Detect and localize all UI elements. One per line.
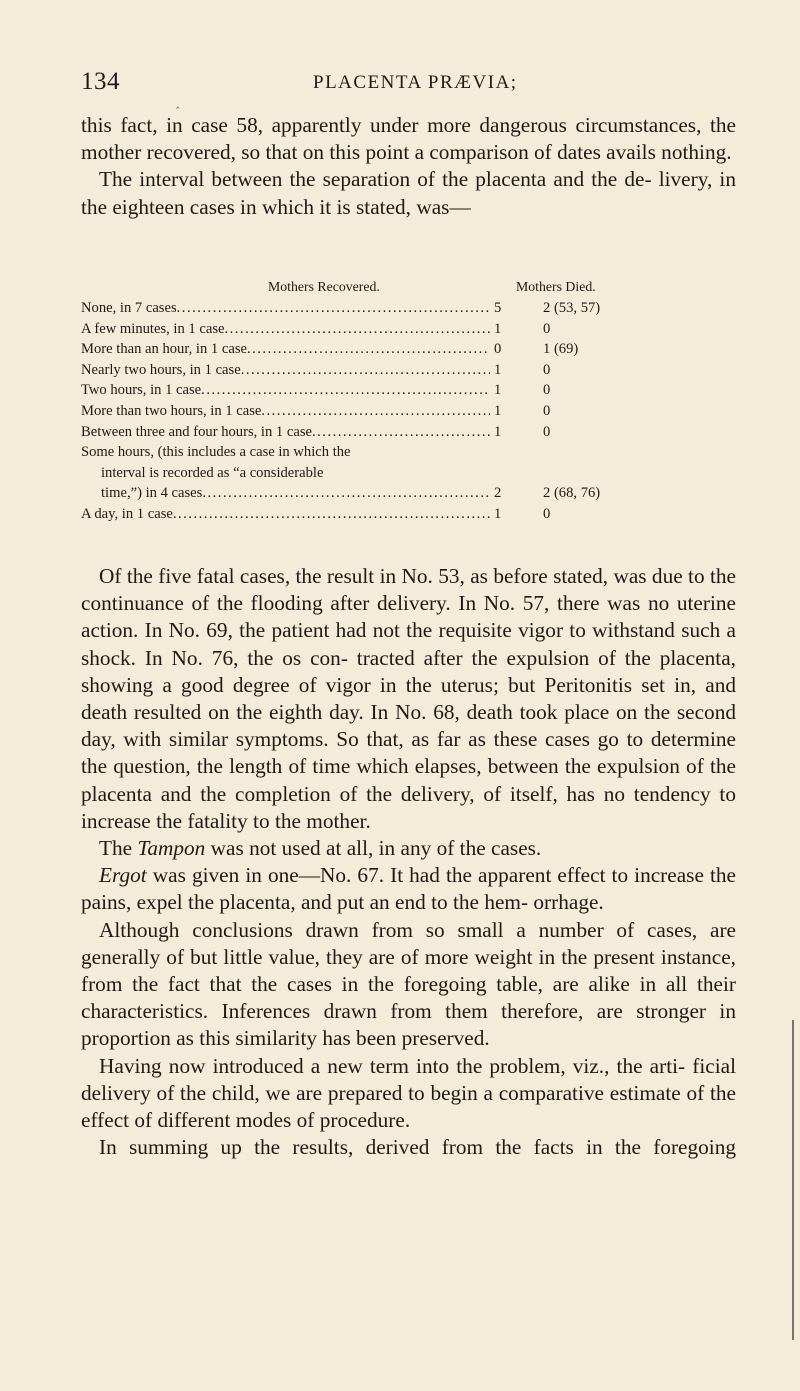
table-row <box>81 422 741 443</box>
text-block-bottom <box>81 563 736 1161</box>
died-count: 0 <box>543 505 551 522</box>
row-label: time,”) in 4 cases <box>101 485 203 502</box>
died-count: 0 <box>543 423 551 440</box>
recovered-count: 1 <box>494 423 502 440</box>
recovered-count: 0 <box>494 341 502 358</box>
paragraph-new-term: Having now introduced a new term into the problem, viz., the arti- ficial delivery of the child, we are prepared to begin a comparative estimate of the effect of different modes of procedure. <box>81 1053 736 1133</box>
table-row <box>81 380 741 401</box>
table-row <box>81 298 741 319</box>
recovered-count: 2 <box>494 485 502 502</box>
table-row <box>81 504 741 525</box>
column-header-mothers-died: Mothers Died. <box>516 279 596 294</box>
row-label: interval is recorded as “a considerable <box>101 464 324 481</box>
recovered-count: 1 <box>494 402 502 419</box>
died-count: 0 <box>543 361 551 378</box>
table-row-multiline-line3 <box>81 483 741 504</box>
died-count: 2 (68, 76) <box>543 485 601 502</box>
column-header-mothers-recovered: Mothers Recovered. <box>268 279 380 294</box>
page-edge-shadow <box>792 1020 794 1340</box>
row-label: A few minutes, in 1 case <box>81 320 225 337</box>
table-row-multiline-line1 <box>81 442 741 463</box>
page-header <box>81 68 730 100</box>
recovered-count: 1 <box>494 320 502 337</box>
paragraph-continuation: this fact, in case 58, apparently under more dangerous circumstances, the mother recovered, so that on this point a comparison of dates avails nothing. <box>81 113 736 165</box>
paragraph-interval-intro: The interval between the separation of the placenta and the de- livery, in the eighteen cases in which it is stated, was— <box>81 167 736 219</box>
row-label: Two hours, in 1 case <box>81 382 202 399</box>
row-label: More than an hour, in 1 case <box>81 341 247 358</box>
recovered-count: 5 <box>494 300 502 316</box>
ink-mark: ‸ <box>176 98 180 109</box>
paragraph-tampon: The Tampon was not used at all, in any of the cases. <box>99 836 542 861</box>
table-row <box>81 360 741 381</box>
died-count: 0 <box>543 320 551 337</box>
row-label: Nearly two hours, in 1 case <box>81 361 241 378</box>
paragraph-summing-up: In summing up the results, derived from the facts in the foregoing <box>99 1135 736 1160</box>
recovered-count: 1 <box>494 505 502 522</box>
row-label: Some hours, (this includes a case in which the <box>81 444 351 461</box>
died-count: 0 <box>543 402 551 419</box>
term-ergot: Ergot <box>99 863 147 888</box>
page-number: 134 <box>81 68 120 95</box>
paragraph-fatal-cases: Of the five fatal cases, the result in No. 53, as before stated, was due to the continuance of the flooding after delivery. In No. 57, there was no uterine action. In No. 69, the patient had not the requisite vigor to withstand such a shock. In No. 76, the os con- tracted after the expulsion of the placenta, showing a good degree of vigor in the uterus; but Peritonitis set in, and death resulted on the eighth day. In No. 68, death took place on the second day, with similar symptoms. So that, as far as these cases go to determine the question, the length of time which elapses, between the expulsion of the placenta and the completion of the delivery, of itself, has no tendency to increase the fatality to the mother. <box>81 564 736 833</box>
table-row-multiline-line2 <box>81 463 741 484</box>
table-header <box>81 277 741 298</box>
row-label: None, in 7 cases <box>81 300 177 316</box>
row-label: A day, in 1 case <box>81 505 173 522</box>
interval-outcome-table <box>81 277 741 525</box>
paragraph-conclusions: Although conclusions drawn from so small a number of cases, are generally of but little value, they are of more weight in the present instance, from the fact that the cases in the foregoing table, are alike in all their characteristics. Inferences drawn from them therefore, are stronger in proportion as this similarity has been preserved. <box>81 917 736 1051</box>
table-row <box>81 401 741 422</box>
recovered-count: 1 <box>494 382 502 399</box>
text-block-top <box>81 112 736 221</box>
died-count: 2 (53, 57) <box>543 300 601 316</box>
paragraph-ergot: Ergot was given in one—No. 67. It had the apparent effect to increase the pains, expel the placenta, and put an end to the hem- orrhage. <box>81 863 736 915</box>
table-row <box>81 319 741 340</box>
table-row <box>81 339 741 360</box>
row-label: More than two hours, in 1 case <box>81 402 262 419</box>
died-count: 0 <box>543 382 551 399</box>
term-tampon: Tampon <box>137 836 206 861</box>
died-count: 1 (69) <box>543 341 579 358</box>
running-title: PLACENTA PRÆVIA; <box>313 72 518 93</box>
recovered-count: 1 <box>494 361 502 378</box>
row-label: Between three and four hours, in 1 case <box>81 423 312 440</box>
